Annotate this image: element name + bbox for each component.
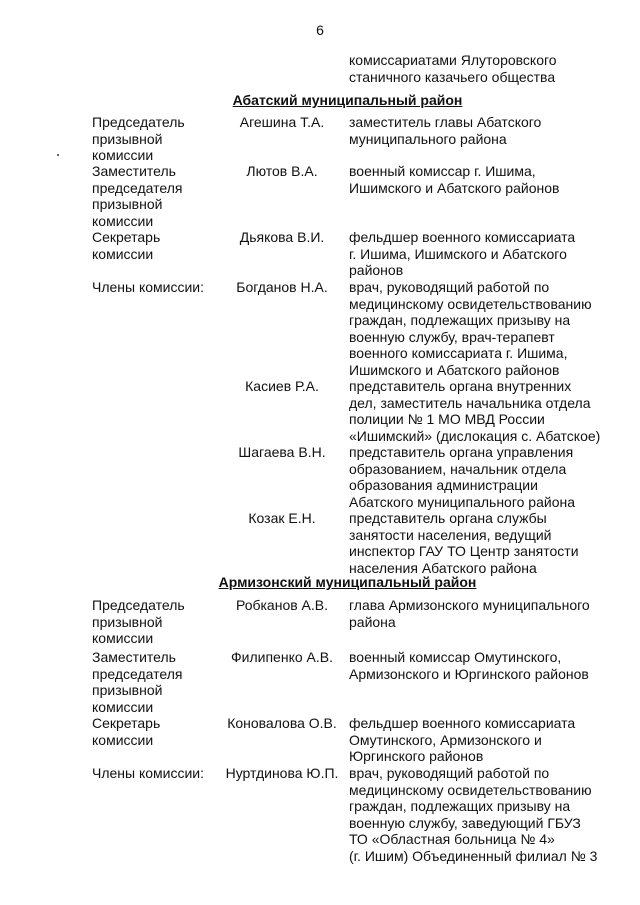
commission-entry xyxy=(0,114,640,163)
desc-line: фельдшер военного комиссариата xyxy=(349,229,576,245)
desc-line: военную службу, заведующий ГБУЗ xyxy=(349,814,581,831)
role-line: призывной xyxy=(92,682,163,698)
role-line: Члены комиссии: xyxy=(92,765,205,781)
role-line: Председатель xyxy=(92,597,185,613)
desc-line: военную службу, врач-терапевт xyxy=(349,328,555,345)
desc-line: муниципального района xyxy=(349,130,507,147)
desc-line: военный комиссар г. Ишима, xyxy=(349,163,536,179)
page-number: 6 xyxy=(316,22,324,38)
commission-entry xyxy=(0,649,640,715)
entry-role xyxy=(92,765,222,782)
entry-name: Касиев Р.А. xyxy=(245,378,319,394)
commission-entry xyxy=(0,510,640,576)
role-line: Секретарь xyxy=(92,229,161,245)
entry-role xyxy=(92,649,222,715)
role-line: комиссии xyxy=(92,731,154,748)
commission-entry xyxy=(0,378,640,444)
section-abatsky-entries xyxy=(0,114,640,576)
intro-continuation xyxy=(349,52,557,85)
desc-line: медицинскому освидетельствованию xyxy=(349,781,592,798)
entry-description xyxy=(349,378,639,444)
role-line: призывной xyxy=(92,196,163,212)
desc-line: ТО «Областная больница № 4» xyxy=(349,831,555,847)
entry-name: Агешина Т.А. xyxy=(239,114,325,130)
desc-line: дел, заместитель начальника отдела xyxy=(349,394,591,411)
desc-line: военный комиссар Омутинского, xyxy=(349,649,562,665)
desc-line: (г. Ишим) Объединенный филиал № 3 xyxy=(349,847,598,864)
desc-line: медицинскому освидетельствованию xyxy=(349,295,592,312)
desc-line: военного комиссариата г. Ишима, xyxy=(349,345,568,361)
desc-line: инспектор ГАУ ТО Центр занятости xyxy=(349,543,579,559)
intro-line: станичного казачьего общества xyxy=(349,68,556,85)
entry-description xyxy=(349,510,639,576)
desc-line: населения Абатского района xyxy=(349,559,537,576)
commission-entry xyxy=(0,765,640,864)
desc-line: г. Ишима, Ишимского и Абатского xyxy=(349,245,567,262)
entry-role xyxy=(92,229,222,262)
desc-line: Ишимского и Абатского районов xyxy=(349,179,560,196)
desc-line: представитель органа службы xyxy=(349,510,547,526)
desc-line: глава Армизонского муниципального xyxy=(349,597,590,613)
commission-entry xyxy=(0,715,640,765)
section-armizonsky-entries xyxy=(0,597,640,864)
desc-line: образованием, начальник отдела xyxy=(349,460,567,477)
role-line: призывной xyxy=(92,613,163,630)
entry-name: Лютов В.А. xyxy=(246,163,318,179)
desc-line: Ишимского и Абатского районов xyxy=(349,361,560,378)
desc-line: района xyxy=(349,613,396,630)
desc-line: образования администрации xyxy=(349,477,538,493)
entry-description xyxy=(349,649,639,682)
entry-name: Робканов А.В. xyxy=(235,597,329,613)
role-line: комиссии xyxy=(92,698,154,715)
role-line: Председатель xyxy=(92,114,185,130)
role-line: Заместитель xyxy=(92,163,176,179)
commission-entry xyxy=(0,444,640,510)
role-line: комиссии xyxy=(92,147,154,163)
desc-line: врач, руководящий работой по xyxy=(349,765,550,781)
role-line: комиссии xyxy=(92,630,154,646)
section-title-abatsky: Абатский муниципальный район xyxy=(232,92,463,108)
role-line: Заместитель xyxy=(92,649,176,665)
entry-name: Козак Е.Н. xyxy=(248,510,316,526)
role-line: комиссии xyxy=(92,245,154,262)
section-title-armizonsky: Армизонский муниципальный район xyxy=(218,574,477,590)
entry-name: Филипенко А.В. xyxy=(231,649,333,665)
role-line: председателя xyxy=(92,665,183,682)
desc-line: Армизонского и Юргинского районов xyxy=(349,665,589,682)
entry-role xyxy=(92,279,222,296)
desc-line: «Ишимский» (дислокация с. Абатское) xyxy=(349,427,601,444)
entry-role xyxy=(92,597,222,647)
entry-name: Коновалова О.В. xyxy=(227,715,337,731)
entry-description xyxy=(349,163,639,196)
entry-description xyxy=(349,715,639,765)
role-line: Секретарь xyxy=(92,715,161,731)
desc-line: представитель органа внутренних xyxy=(349,378,572,394)
desc-line: полиции № 1 МО МВД России xyxy=(349,411,545,427)
role-line: председателя xyxy=(92,179,183,196)
desc-line: фельдшер военного комиссариата xyxy=(349,715,576,731)
desc-line: районов xyxy=(349,262,404,278)
entry-name: Дьякова В.И. xyxy=(239,229,325,245)
desc-line: Омутинского, Армизонского и xyxy=(349,731,542,748)
role-line: Члены комиссии: xyxy=(92,279,205,295)
entry-role xyxy=(92,715,222,748)
entry-description xyxy=(349,765,639,864)
role-line: комиссии xyxy=(92,212,154,229)
desc-line: представитель органа управления xyxy=(349,444,574,460)
commission-entry xyxy=(0,279,640,378)
entry-role xyxy=(92,163,222,229)
entry-name: Богданов Н.А. xyxy=(236,279,328,295)
intro-line: комиссариатами Ялуторовского xyxy=(349,52,557,68)
entry-description xyxy=(349,444,639,510)
desc-line: врач, руководящий работой по xyxy=(349,279,550,295)
entry-description xyxy=(349,229,639,279)
desc-line: Юргинского районов xyxy=(349,748,484,764)
desc-line: граждан, подлежащих призыву на xyxy=(349,312,571,328)
commission-entry xyxy=(0,597,640,649)
entry-role xyxy=(92,114,222,164)
entry-description xyxy=(349,597,639,630)
desc-line: Абатского муниципального района xyxy=(349,493,576,510)
desc-line: занятости населения, ведущий xyxy=(349,526,552,543)
entry-name: Шагаева В.Н. xyxy=(238,444,326,460)
entry-name: Нуртдинова Ю.П. xyxy=(225,765,339,781)
desc-line: заместитель главы Абатского xyxy=(349,114,542,130)
commission-entry xyxy=(0,163,640,229)
desc-line: граждан, подлежащих призыву на xyxy=(349,798,571,814)
commission-entry xyxy=(0,229,640,279)
role-line: призывной xyxy=(92,130,163,147)
entry-description xyxy=(349,279,639,378)
entry-description xyxy=(349,114,639,147)
